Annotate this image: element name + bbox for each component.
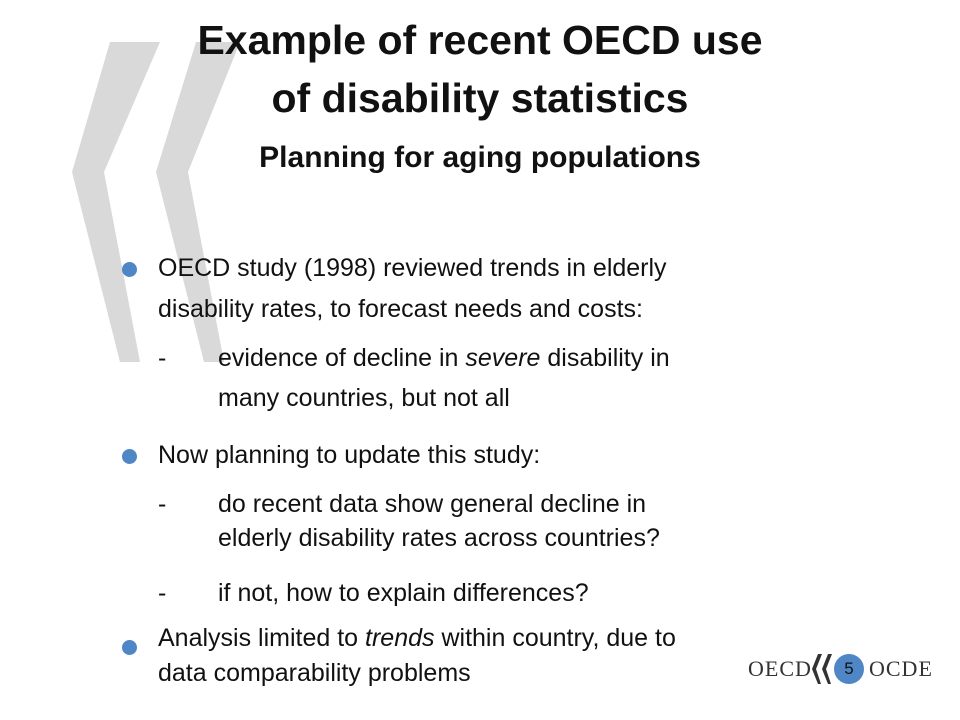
subpoint-1-1-line-1 <box>218 343 670 373</box>
bullet-dot-2 <box>122 449 137 464</box>
bullet-1-line-2: disability rates, to forecast needs and costs: <box>158 295 643 323</box>
bullet-dot-1 <box>122 262 137 277</box>
bullet-2-line-1: Now planning to update this study: <box>158 441 541 469</box>
oecd-logo-chevron-icon <box>810 652 836 686</box>
bullet-3-emphasis: trends <box>365 624 435 652</box>
subpoint-1-1-line-2: many countries, but not all <box>218 384 510 412</box>
bullet-3-text-b: within country, due to <box>434 624 676 652</box>
subpoint-2-2-line-1: if not, how to explain differences? <box>218 579 589 607</box>
subpoint-1-1-emphasis: severe <box>465 344 541 372</box>
bullet-3-text-a: Analysis limited to <box>158 624 366 652</box>
subpoint-2-1-line-2: elderly disability rates across countries? <box>218 524 660 552</box>
slide-title-line-1: Example of recent OECD use <box>197 17 763 63</box>
subpoint-2-1-line-1: do recent data show general decline in <box>218 490 647 518</box>
page-number-badge: 5 <box>834 654 864 684</box>
subpoint-1-1-marker: - <box>158 344 167 372</box>
bullet-3-line-1 <box>158 623 676 653</box>
bullet-dot-3 <box>122 640 137 655</box>
subpoint-1-1-text-a: evidence of decline in <box>218 344 466 372</box>
subpoint-2-1-marker: - <box>158 490 167 518</box>
bullet-1-line-1: OECD study (1998) reviewed trends in elderly <box>158 254 667 282</box>
oecd-logo-text: OECD <box>748 656 812 681</box>
subpoint-2-2-marker: - <box>158 579 167 607</box>
subpoint-1-1-text-b: disability in <box>540 344 670 372</box>
ocde-logo-text: OCDE <box>869 656 933 681</box>
bullet-3-line-2: data comparability problems <box>158 659 471 687</box>
slide-subtitle: Planning for aging populations <box>259 141 701 174</box>
slide-title-line-2: of disability statistics <box>271 75 689 121</box>
